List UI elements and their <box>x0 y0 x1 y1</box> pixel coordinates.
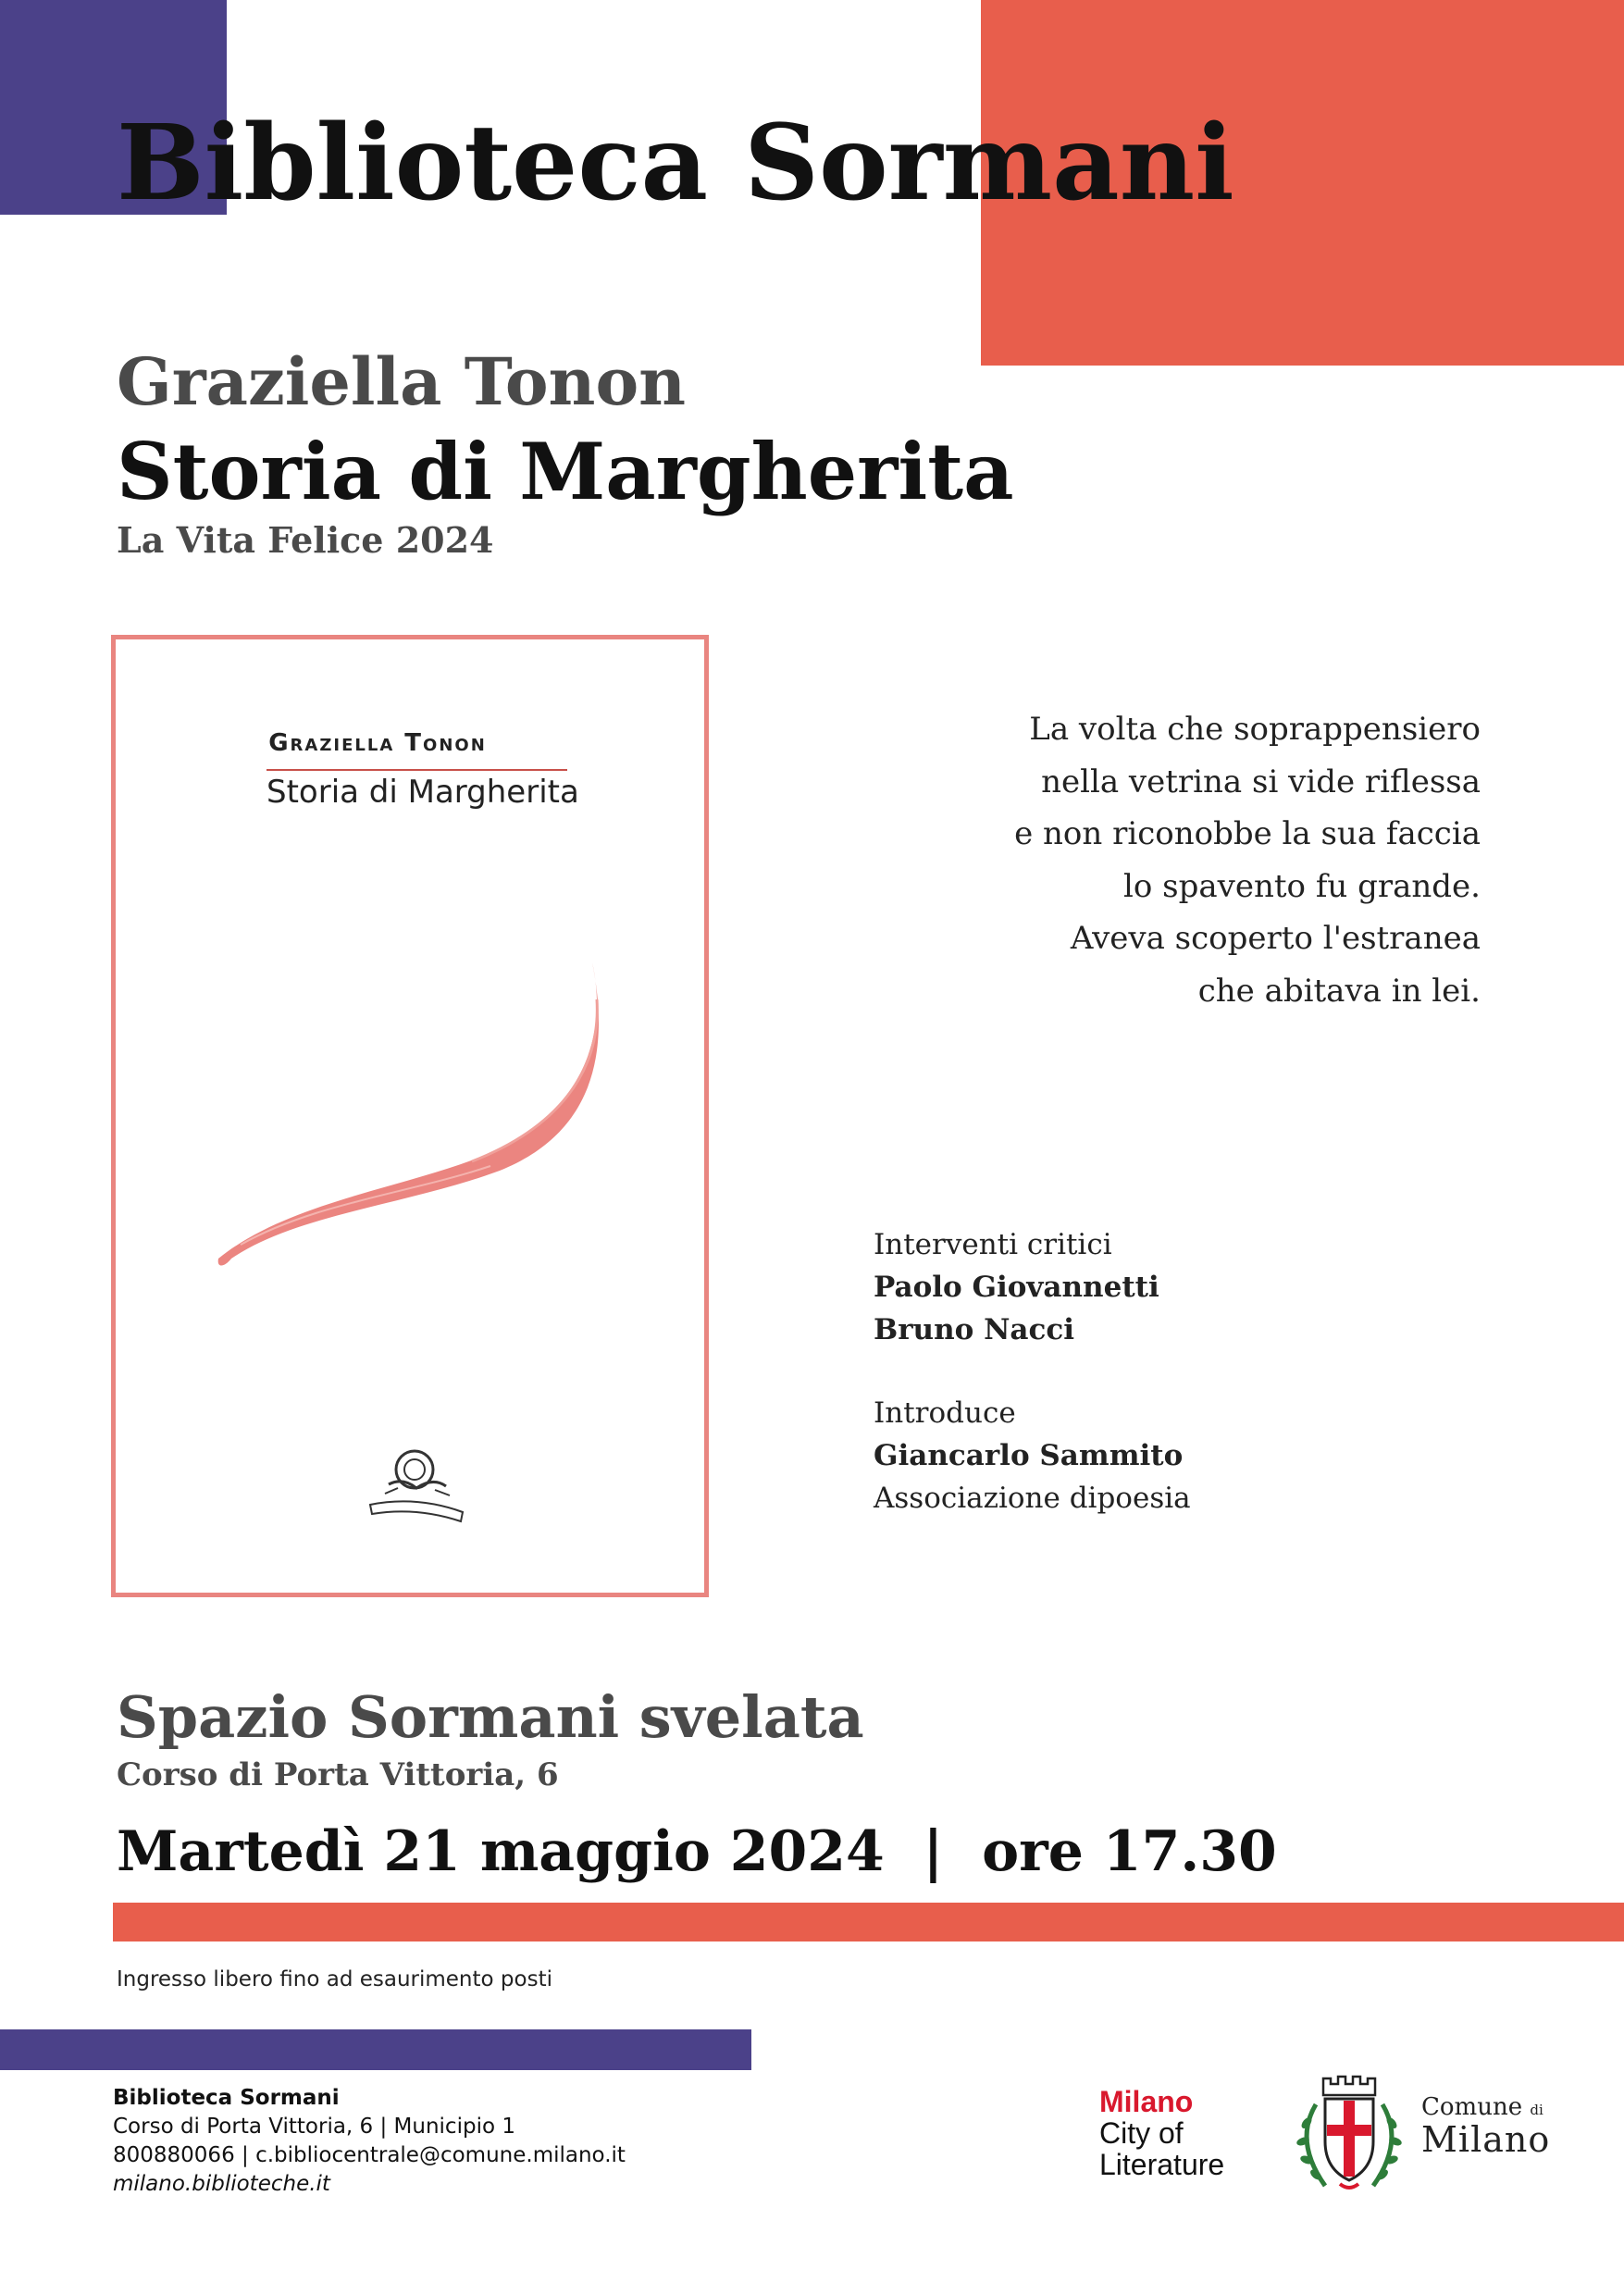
purple-divider-bar <box>0 2029 751 2070</box>
cover-divider <box>267 769 567 771</box>
brush-stroke-icon <box>204 944 611 1277</box>
logo-milano-text: Milano <box>1099 2085 1194 2118</box>
critic-name: Paolo Giovannetti <box>874 1271 1159 1304</box>
poem-line: e non riconobbe la sua faccia <box>1014 815 1481 852</box>
speakers-block <box>874 1223 1336 1520</box>
cover-author: Graziella Tonon <box>268 729 487 757</box>
comune-crest-icon <box>1288 2067 1410 2197</box>
footer-contact-line[interactable]: 800880066 | c.bibliocentrale@comune.milano.it <box>113 2143 626 2167</box>
publisher: La Vita Felice 2024 <box>117 519 494 561</box>
footer-address: Corso di Porta Vittoria, 6 | Municipio 1 <box>113 2115 515 2139</box>
poem-line: La volta che soprappensiero <box>1029 711 1481 748</box>
poem-line: nella vetrina si vide riflessa <box>1041 763 1481 800</box>
critics-label: Interventi critici <box>874 1228 1112 1261</box>
red-divider-bar <box>113 1903 1624 1941</box>
poem <box>925 703 1481 1017</box>
cover-title: Storia di Margherita <box>267 774 579 811</box>
intro-name: Giancarlo Sammito <box>874 1439 1184 1472</box>
comune-di: di <box>1530 2102 1543 2118</box>
critic-name: Bruno Nacci <box>874 1313 1075 1346</box>
publisher-emblem-icon <box>361 1440 472 1532</box>
footer-contact <box>113 2084 626 2199</box>
event-datetime: Martedì 21 maggio 2024 | ore 17.30 <box>117 1819 1277 1884</box>
library-title: Biblioteca Sormani <box>117 103 1234 224</box>
entry-note: Ingresso libero fino ad esaurimento posti <box>117 1967 552 1991</box>
poem-line: che abitava in lei. <box>1197 972 1481 1010</box>
venue-address: Corso di Porta Vittoria, 6 <box>117 1756 559 1793</box>
venue-name: Spazio Sormani svelata <box>117 1683 864 1751</box>
poem-line: Aveva scoperto l'estranea <box>1070 920 1481 957</box>
logo-city-of-text: City of <box>1099 2116 1184 2150</box>
city-of-literature-logo <box>1099 2086 1224 2180</box>
logo-literature-text: Literature <box>1099 2148 1225 2181</box>
comune-logo-text <box>1421 2093 1550 2158</box>
book-title: Storia di Margherita <box>117 426 1014 517</box>
comune-word: Comune <box>1421 2093 1523 2121</box>
intro-label: Introduce <box>874 1396 1016 1430</box>
footer-website-link[interactable]: milano.biblioteche.it <box>113 2172 330 2196</box>
author-name: Graziella Tonon <box>117 343 687 420</box>
intro-organization: Associazione dipoesia <box>874 1482 1191 1515</box>
footer-name: Biblioteca Sormani <box>113 2086 340 2110</box>
comune-city: Milano <box>1421 2119 1551 2160</box>
poem-line: lo spavento fu grande. <box>1123 867 1481 905</box>
